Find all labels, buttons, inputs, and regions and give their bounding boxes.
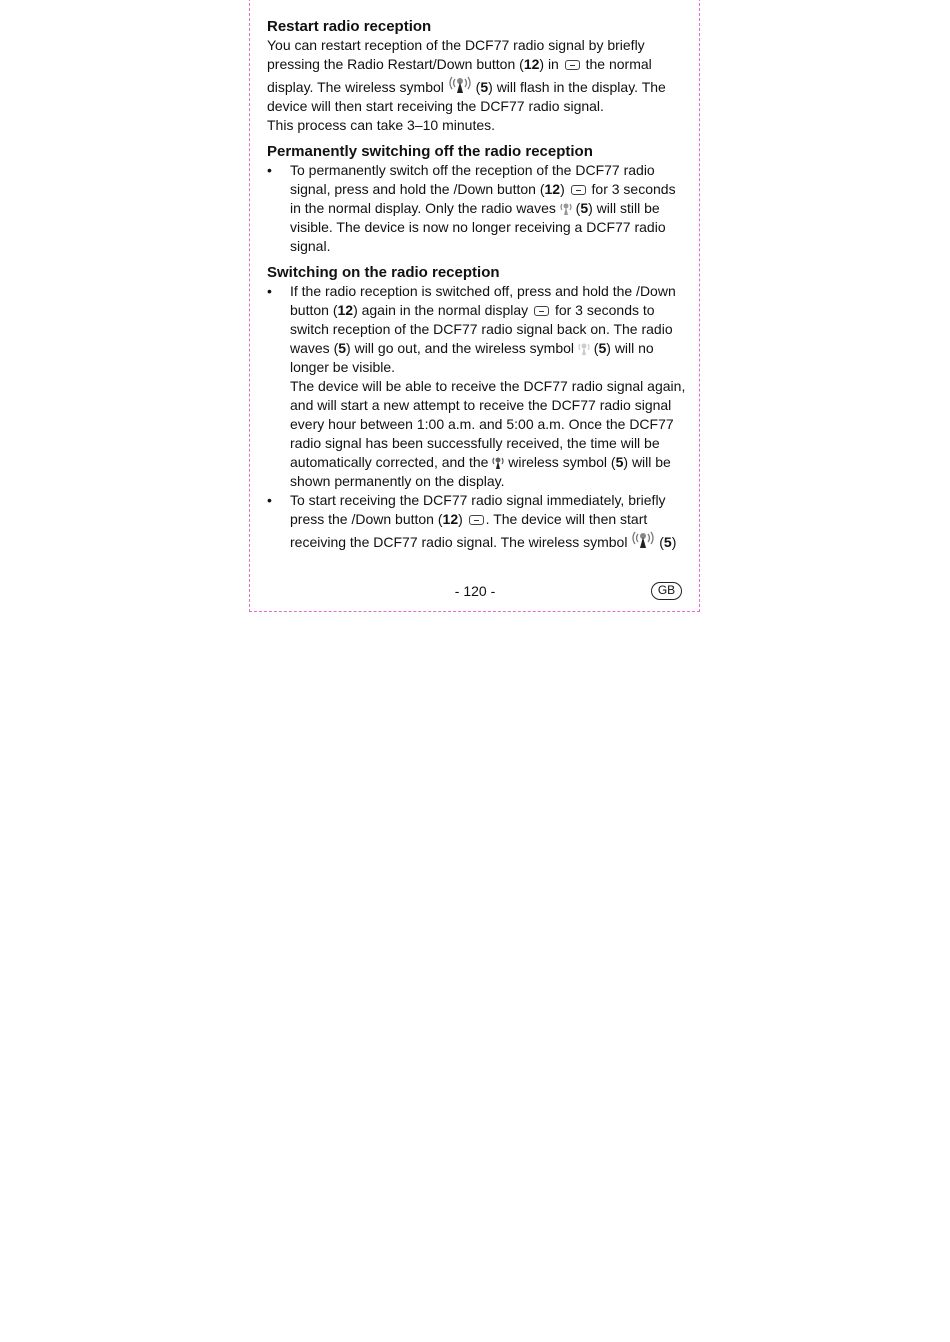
text: for 3 seconds to switch reception of the DCF77 radio signal back on. The radio waves ( (290, 302, 673, 356)
text: ) will go out, and the wireless symbol (346, 340, 578, 356)
ref-12: 12 (523, 56, 540, 72)
text: ) will still be visible. The device is now no longer receiving a DCF77 radio signal. (290, 200, 666, 254)
page-number: - 120 - (454, 583, 496, 599)
ref-5: 5 (338, 340, 347, 356)
down-button-icon (469, 515, 484, 525)
restart-paragraph (267, 36, 687, 116)
switch-on-list (267, 282, 687, 552)
text: ) in (539, 56, 563, 72)
list-item (267, 491, 687, 552)
wireless-symbol-icon (631, 529, 655, 549)
ref-5: 5 (615, 454, 624, 470)
text: wireless symbol ( (504, 454, 616, 470)
text: To start receiving the DCF77 radio signal immediately, briefly press the /Down button ( (290, 492, 666, 527)
ref-5: 5 (663, 534, 672, 550)
antenna-icon (578, 341, 590, 355)
restart-duration: This process can take 3–10 minutes. (267, 117, 496, 133)
text: ) (671, 534, 677, 550)
ref-12: 12 (337, 302, 354, 318)
text: the normal display. The wireless symbol (267, 56, 652, 95)
text: ) will flash in the display. The device will then start receiving the DCF77 radio signal. (267, 79, 666, 114)
text: ) (560, 181, 569, 197)
text: ( (589, 340, 599, 356)
text: To permanently switch off the reception of the DCF77 radio signal, press and hold the /Down button ( (290, 162, 655, 197)
heading-switch-off: Permanently switching off the radio reception (267, 143, 593, 160)
heading-switch-on: Switching on the radio reception (267, 264, 500, 281)
manual-text (267, 17, 687, 552)
ref-12: 12 (442, 511, 459, 527)
text: ( (655, 534, 664, 550)
ref-12: 12 (544, 181, 561, 197)
down-button-icon (571, 185, 586, 195)
switch-off-list (267, 161, 687, 256)
heading-restart: Restart radio reception (267, 18, 432, 35)
text: ) (458, 511, 467, 527)
ref-5: 5 (598, 340, 607, 356)
text: You can restart reception of the DCF77 radio signal by briefly pressing the Radio Restart/Down button ( (267, 37, 645, 72)
text: . The device will then start receiving the DCF77 radio signal. The wireless symbol (290, 511, 648, 550)
language-badge: GB (651, 582, 682, 600)
down-button-icon (565, 60, 580, 70)
text: ( (571, 200, 581, 216)
text: The device will be able to receive the DCF77 radio signal again, and will start a new attempt to receive the DCF77 radio signal every hour between 1:00 a.m. and 5:00 a.m. Once the DCF77 radio signal has been successfully received, the time will be automatically corrected, and the (290, 378, 686, 470)
text: ) again in the normal display (353, 302, 533, 318)
text: ( (471, 79, 481, 95)
wireless-symbol-icon (448, 74, 472, 94)
antenna-icon (492, 455, 504, 469)
ref-5: 5 (580, 200, 589, 216)
antenna-icon (560, 201, 572, 215)
text: ) will no longer be visible. (290, 340, 654, 375)
ref-5: 5 (480, 79, 489, 95)
text: for 3 seconds in the normal display. Only the radio waves (290, 181, 676, 216)
list-item (267, 282, 687, 491)
text: If the radio reception is switched off, press and hold the /Down button ( (290, 283, 676, 318)
text: ) will be shown permanently on the display. (290, 454, 671, 489)
down-button-icon (534, 306, 549, 316)
list-item (267, 161, 687, 256)
